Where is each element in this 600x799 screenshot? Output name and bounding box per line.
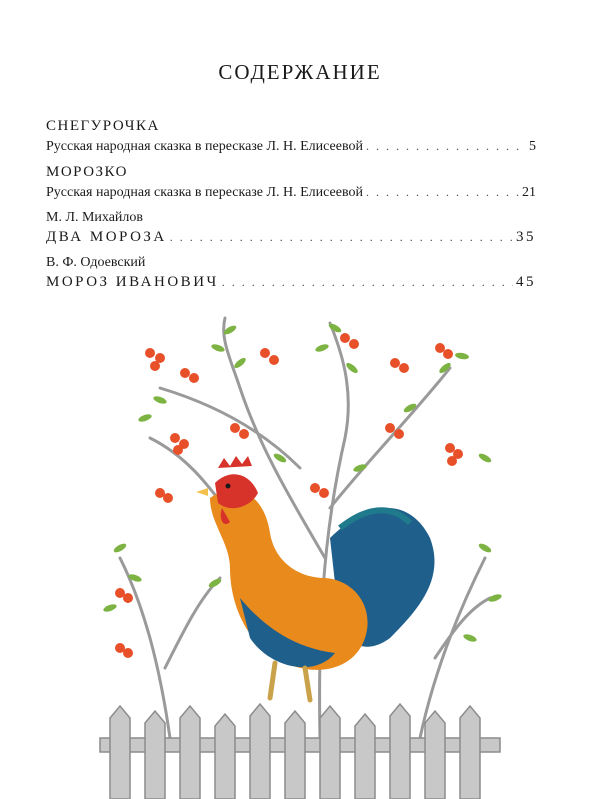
- dot-leader: [222, 273, 513, 292]
- entry-line: [46, 137, 536, 156]
- entry-author: М. Л. Михайлов: [46, 210, 144, 225]
- dot-leader: [366, 137, 526, 156]
- entry-title: МОРОЗ ИВАНОВИЧ: [46, 274, 219, 290]
- entry-subtitle: Русская народная сказка в пересказе Л. Н. Елисеевой: [46, 139, 363, 154]
- toc-entry-dva-moroza[interactable]: [46, 208, 536, 247]
- toc-entry-moroz-ivanovich[interactable]: [46, 253, 536, 292]
- entry-title: СНЕГУРОЧКА: [46, 118, 160, 134]
- entry-subtitle: Русская народная сказка в пересказе Л. Н. Елисеевой: [46, 185, 363, 200]
- entry-title: МОРОЗКО: [46, 164, 129, 180]
- entry-title: ДВА МОРОЗА: [46, 229, 167, 245]
- page-number: 21: [522, 185, 536, 200]
- table-of-contents: [46, 116, 536, 298]
- rooster-illustration: [90, 308, 510, 799]
- page-number: 35: [516, 229, 536, 245]
- dot-leader: [366, 183, 519, 202]
- entry-line: [46, 273, 536, 292]
- toc-entry-morozko[interactable]: [46, 162, 536, 202]
- picket-fence: [100, 704, 500, 799]
- entry-line: [46, 228, 536, 247]
- page-number: 5: [529, 139, 536, 154]
- dot-leader: [170, 228, 513, 247]
- page-number: 45: [516, 274, 536, 290]
- entry-line: [46, 183, 536, 202]
- page-title: СОДЕРЖАНИЕ: [218, 60, 382, 84]
- entry-author: В. Ф. Одоевский: [46, 255, 146, 270]
- toc-entry-snegurochka[interactable]: [46, 116, 536, 156]
